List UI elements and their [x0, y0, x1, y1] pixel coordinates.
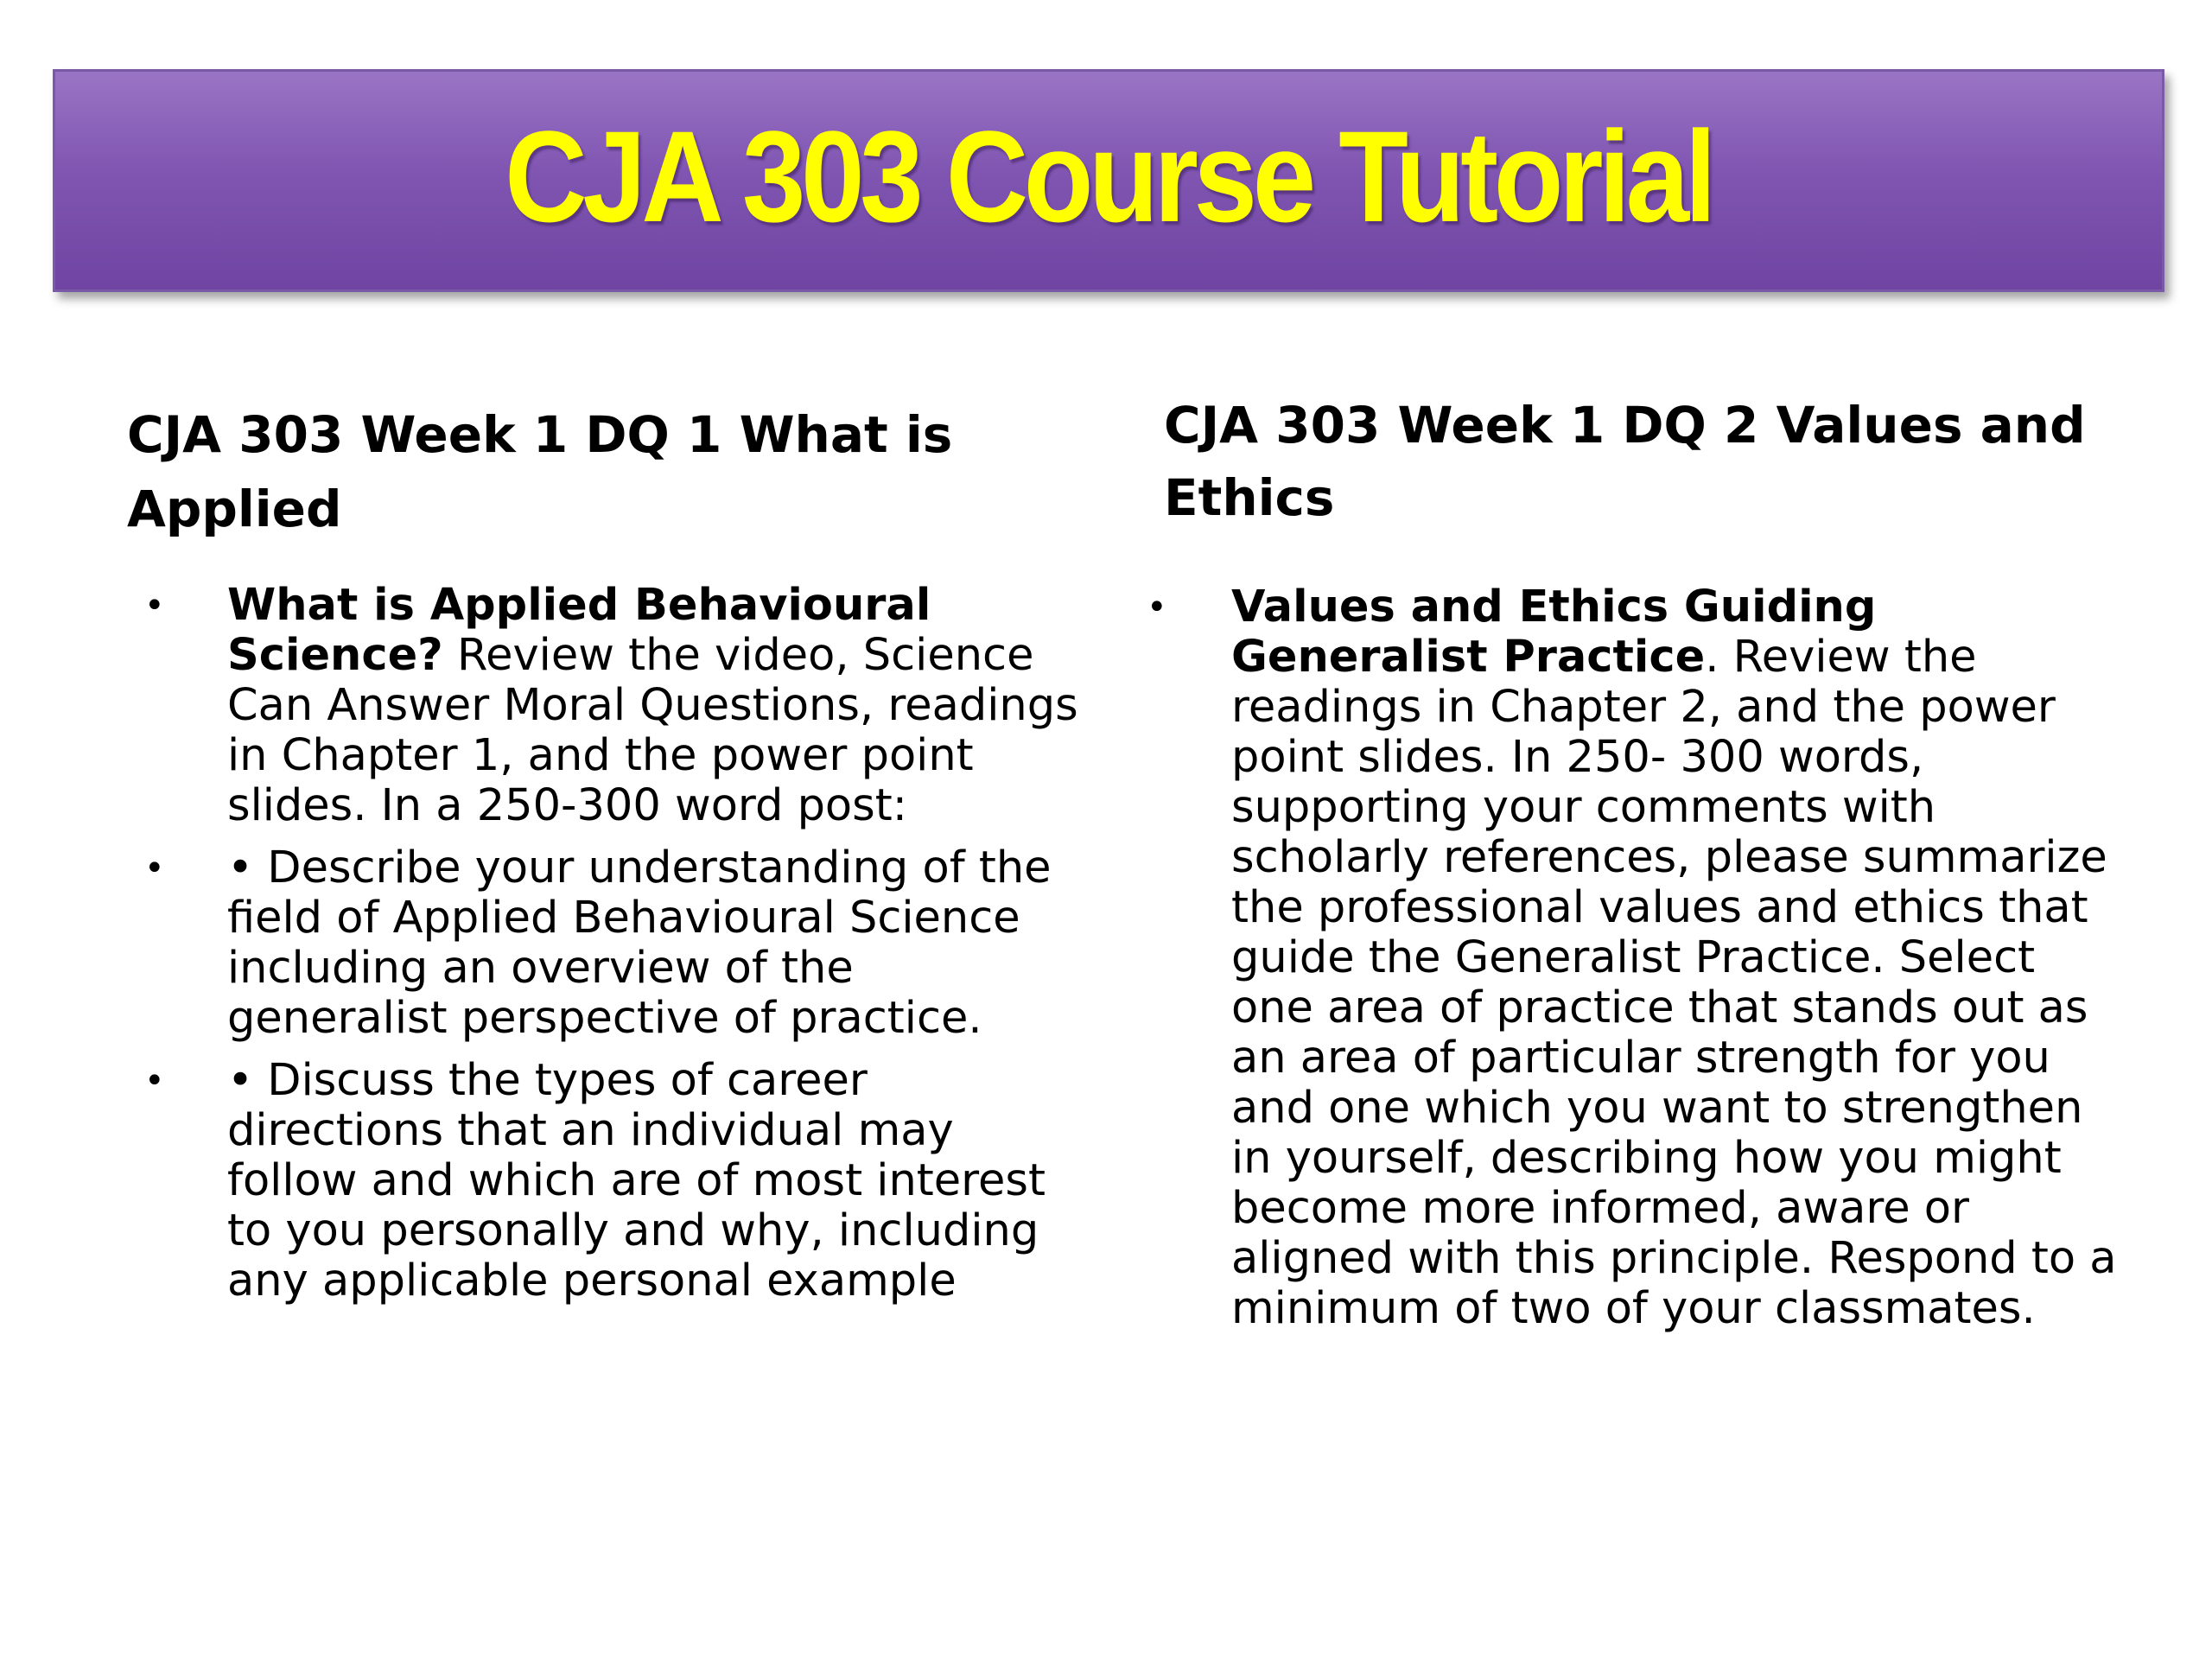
slide-title: CJA 303 Course Tutorial: [505, 104, 1713, 249]
left-column-heading: CJA 303 Week 1 DQ 1 What is Applied: [127, 405, 953, 538]
bullet-text: . Review the readings in Chapter 2, and the power point slides. In 250- 300 words, supporting your comments with scholarly references, please summarize the professional values and ethics that guide the Generalist Practice. Select one area of practice that stands out as an area of particular strength for you and one which you want to strengthen in yourself, describing how you might become more informed, aware or aligned with this principle. Respond to a minimum of two of your classmates.: [1231, 632, 2117, 1334]
bullet-bold-text: Values and Ethics Guiding Generalist Practice: [1231, 582, 1877, 683]
left-bullet-item-1: [127, 581, 1086, 831]
left-bullet-item-3: [127, 1056, 1086, 1306]
bullet-marker: •: [144, 849, 165, 888]
bullet-text: • Discuss the types of career directions that an individual may follow and which are of most interest to you personally and why, including any applicable personal example: [227, 1055, 1046, 1306]
bullet-text: Review the video, Science Can Answer Moral Questions, readings in Chapter 1, and the power point slides. In a 250-300 word post:: [227, 630, 1078, 831]
right-bullet-list: [1147, 582, 2123, 1334]
bullet-marker: •: [144, 586, 165, 626]
bullet-marker: •: [1147, 588, 1167, 627]
title-banner: [53, 69, 2164, 292]
right-bullet-item-1: [1147, 582, 2123, 1334]
bullet-bold-text: What is Applied Behavioural Science?: [227, 580, 931, 681]
left-column: [127, 397, 1086, 1319]
left-bullet-item-2: [127, 843, 1086, 1044]
bullet-marker: •: [144, 1061, 165, 1101]
right-column-heading: CJA 303 Week 1 DQ 2 Values and Ethics: [1164, 396, 2086, 527]
bullet-text: • Describe your understanding of the field of Applied Behavioural Science including an overview of the generalist perspective of practice.: [227, 842, 1052, 1044]
left-bullet-list: [127, 581, 1086, 1306]
right-column: [1147, 389, 2123, 1346]
